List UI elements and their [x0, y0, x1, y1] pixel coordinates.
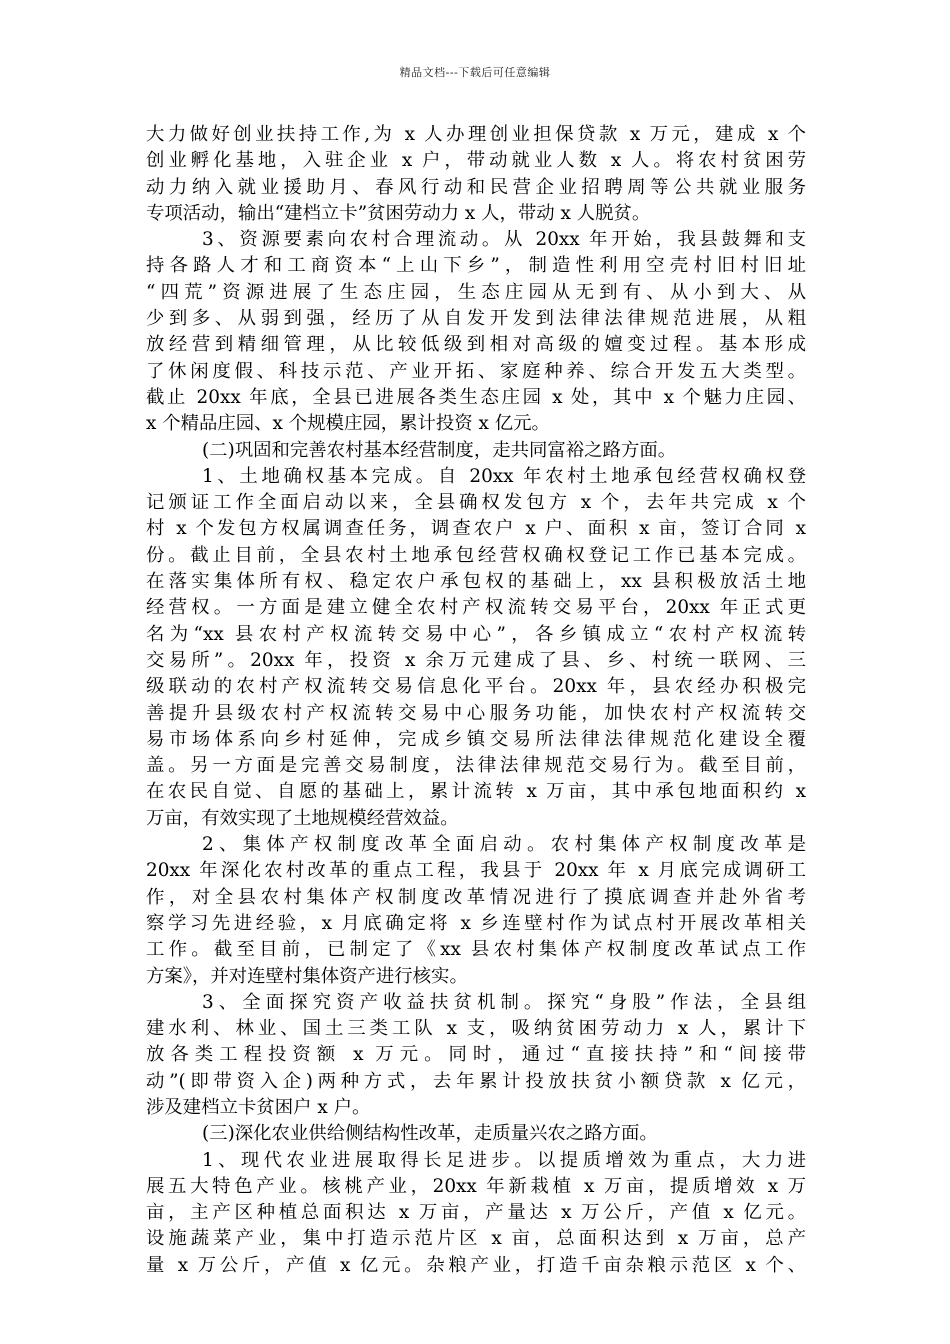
text-line: 察学习先进经验，x 月底确定将 x 乡连壁村作为试点村开展改革相关	[146, 912, 806, 934]
text-line: 名为“xx 县农村产权流转交易中心”，各乡镇成立“农村产权流转	[146, 623, 806, 645]
text-line: 了休闲度假、科技示范、产业开拓、家庭种养、综合开发五大类型。	[146, 360, 806, 382]
text-line: 3、全面探究资产收益扶贫机制。探究“身股”作法，全县组	[202, 991, 806, 1013]
text-line: (三)深化农业供给侧结构性改革，走质量兴农之路方面。	[202, 1123, 658, 1145]
text-line: 盖。另一方面是完善交易制度，法律法律规范交易行为。截至目前，	[146, 755, 806, 777]
text-line: 1、现代农业进展取得长足进步。以提质增效为重点，大力进	[202, 1149, 806, 1171]
text-line: 涉及建档立卡贫困户 x 户。	[146, 1096, 371, 1118]
document-header: 精品文档---下载后可任意编辑	[399, 66, 551, 79]
text-line: 截止 20xx 年底，全县已进展各类生态庄园 x 处，其中 x 个魅力庄园、	[146, 386, 806, 408]
text-line: (二)巩固和完善农村基本经营制度，走共同富裕之路方面。	[202, 439, 677, 461]
text-line: 2、集体产权制度改革全面启动。农村集体产权制度改革是	[202, 834, 806, 856]
text-line: 工作。截至目前，已制定了《xx 县农村集体产权制度改革试点工作	[146, 939, 806, 961]
text-line: 持各路人才和工商资本“上山下乡”，制造性利用空壳村旧村旧址	[146, 255, 806, 277]
text-line: 级联动的农村产权流转交易信息化平台。20xx 年，县农经办积极完	[146, 676, 806, 698]
text-line: 1、土地确权基本完成。自 20xx 年农村土地承包经营权确权登	[202, 465, 806, 487]
text-line: 亩，主产区种植总面积达 x 万亩，产量达 x 万公斤，产值 x 亿元。	[146, 1202, 806, 1224]
text-line: 展五大特色产业。核桃产业，20xx 年新栽植 x 万亩，提质增效 x 万	[146, 1175, 806, 1197]
text-line: 经营权。一方面是建立健全农村产权流转交易平台，20xx 年正式更	[146, 597, 806, 619]
text-line: 创业孵化基地，入驻企业 x 户，带动就业人数 x 人。将农村贫困劳	[146, 150, 806, 172]
text-line: 动力纳入就业援助月、春风行动和民营企业招聘周等公共就业服务	[146, 176, 806, 198]
text-line: 放经营到精细管理，从比较低级到相对高级的嬗变过程。基本形成	[146, 334, 806, 356]
text-line: 3、资源要素向农村合理流动。从 20xx 年开始，我县鼓舞和支	[202, 229, 806, 251]
text-line: 在农民自觉、自愿的基础上，累计流转 x 万亩，其中承包地面积约 x	[146, 781, 806, 803]
text-line: 方案》，并对连壁村集体资产进行核实。	[146, 965, 468, 987]
text-line: 万亩，有效实现了土地规模经营效益。	[146, 807, 459, 829]
document-body	[146, 122, 806, 1279]
text-line: 专项活动，输出“建档立卡”贫困劳动力 x 人，带动 x 人脱贫。	[146, 202, 651, 224]
text-line: “四荒”资源进展了生态庄园，生态庄园从无到有、从小到大、从	[146, 281, 806, 303]
text-line: 作，对全县农村集体产权制度改革情况进行了摸底调查并赴外省考	[146, 886, 806, 908]
text-line: 村 x 个发包方权属调查任务，调查农户 x 户、面积 x 亩，签订合同 x	[146, 518, 806, 540]
text-line: 建水利、林业、国土三类工队 x 支，吸纳贫困劳动力 x 人，累计下	[146, 1018, 806, 1040]
text-line: 在落实集体所有权、稳定农户承包权的基础上，xx 县积极放活土地	[146, 571, 806, 593]
text-line: 易市场体系向乡村延伸，完成乡镇交易所法律法律规范化建设全覆	[146, 728, 806, 750]
text-line: 量 x 万公斤，产值 x 亿元。杂粮产业，打造千亩杂粮示范区 x 个、	[146, 1254, 806, 1276]
text-line: 善提升县级农村产权流转交易中心服务功能，加快农村产权流转交	[146, 702, 806, 724]
text-line: 设施蔬菜产业，集中打造示范片区 x 亩，总面积达到 x 万亩，总产	[146, 1228, 806, 1250]
text-line: x 个精品庄园、x 个规模庄园，累计投资 x 亿元。	[146, 413, 550, 435]
text-line: 20xx 年深化农村改革的重点工程，我县于 20xx 年 x 月底完成调研工	[146, 860, 806, 882]
text-line: 交易所”。20xx 年，投资 x 余万元建成了县、乡、村统一联网、三	[146, 649, 806, 671]
text-line: 放各类工程投资额 x 万元。同时，通过“直接扶持”和“间接带	[146, 1044, 806, 1066]
text-line: 大力做好创业扶持工作,为 x 人办理创业担保贷款 x 万元，建成 x 个	[146, 124, 806, 145]
text-line: 记颁证工作全面启动以来，全县确权发包方 x 个，去年共完成 x 个	[146, 492, 806, 514]
text-line: 份。截止目前，全县农村土地承包经营权确权登记工作已基本完成。	[146, 544, 806, 566]
text-line: 少到多、从弱到强，经历了从自发开发到法律法律规范进展，从粗	[146, 308, 806, 330]
text-line: 动”(即带资入企)两种方式，去年累计投放扶贫小额贷款 x 亿元，	[146, 1070, 806, 1092]
